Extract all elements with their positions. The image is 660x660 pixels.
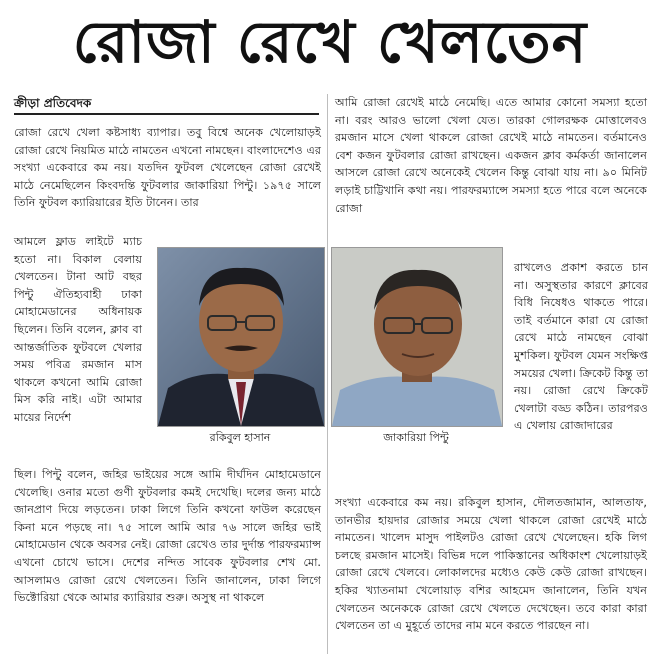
paragraph: রোজা রেখে খেলা কষ্টসাধ্য ব্যাপার। তবু বিশ্বে অনেক খেলোয়াড়ই রোজা রেখে নিয়মিত মাঠে নামতেন এখনো নামছেন। বাংলাদেশেও এর সংখ্যা একেবারে কম নয়। যতদিন ফুটবল খেলেছেন রোজা রেখেই মাঠে নেমেছিলেন কিংবদন্তি ফুটবলার জাকারিয়া পিন্টু। ১৯৭৫ সালে তিনি ফুটবল ক্যারিয়ারের ইতি টানেন। তার (14, 126, 321, 210)
article-left-bottom (14, 466, 321, 607)
photo-rakibul-hasan (157, 247, 325, 427)
article-left-narrow (14, 233, 142, 427)
portrait-illustration (332, 248, 502, 426)
photo-zakaria-pintu (331, 247, 503, 427)
article-right-bottom (335, 494, 647, 635)
headline: রোজা রেখে খেলতেন (72, 7, 588, 76)
paragraph: আমলে ফ্লাড লাইটে ম্যাচ হতো না। বিকাল বেলায় খেলতেন। টানা আট বছর পিন্টু ঐতিহ্যবাহী ঢাকা মোহামেডানের অধিনায়ক ছিলেন। তিনি বলেন, ক্লাব বা আন্তর্জাতিক ফুটবলে খেলার সময় পবিত্র রমজান মাস থাকলে কখনো আমি রোজা মিস করি নাই। এটা আমার মায়ের নির্দেশ (14, 235, 142, 424)
byline: ক্রীড়া প্রতিবেদক (14, 96, 92, 110)
photo-caption: রকিবুল হাসান (209, 431, 271, 444)
article-right-top (335, 94, 647, 217)
article-left-top (14, 124, 321, 212)
paragraph: রাখলেও প্রকাশ করতে চান না। অসুস্থতার কারণে ক্লাবের বিধি নিষেধও থাকতে পারে। তাই বর্তমানে কারা যে রোজা রেখে মাঠে নামছেন বোঝা মুশকিল। ফুটবল যেমন সংক্ষিপ্ত সময়ের খেলা। ক্রিকেট কিন্তু তা নয়। রোজা রেখে ক্রিকেট খেলাটা বড্ড কঠিন। তারপরও এ খেলায় রোজাদারের (514, 261, 648, 433)
paragraph: আমি রোজা রেখেই মাঠে নেমেছি। এতে আমার কোনো সমস্যা হতো না। বরং আরও ভালো খেলা যেত। তারকা গোলরক্ষক মোত্তালেবও রমজান মাসে খেলা থাকলে রোজা রেখেই মাঠে নামতেন। বর্তমানেও বেশ কজন ফুটবলার রোজা রাখছেন। একজন ক্লাব কর্মকর্তা জানালেন আসলে রোজা রেখে অনেকেই খেলেন কিন্তু বোঝা যায় না। ৯০ মিনিট লড়াই চাট্টিখানি কথা নয়। পারফরম্যান্সে সমস্যা হতে পারে বলে অনেকে রোজা (335, 96, 647, 215)
paragraph: সংখ্যা একেবারে কম নয়। রকিবুল হাসান, দৌলতজামান, আলতাফ, তানভীর হায়দার রোজার সময়ে খেলা থাকলে রোজা রেখেই মাঠে নামতেন। খালেদ মাসুদ পাইলটও রোজা রেখে খেলেছেন। হকি লিগ চলছে রমজান মাসেই। বিভিন্ন দলে পাকিস্তানের অধিকাংশ খেলোয়াড়ই রোজা রেখে খেলবে। লোকালদের মধ্যেও কেউ কেউ রোজা রাখছেন। হকির খ্যাতনামা খেলোয়াড় বশির আহমেদ জানালেন, তিনি যখন খেলতেন অনেককে রোজা রেখে খেলতে দেখেছেন। তবে কারা কারা খেলতেন তা এ মুহূর্তে তাদের নাম মনে করতে পারছেন না। (335, 496, 647, 633)
photo-caption: জাকারিয়া পিন্টু (383, 431, 449, 444)
article-right-narrow (514, 259, 648, 435)
portrait-illustration (158, 248, 324, 426)
byline-underline (14, 113, 319, 115)
paragraph: ছিল। পিন্টু বলেন, জহির ভাইয়ের সঙ্গে আমি দীর্ঘদিন মোহামেডানে খেলেছি। ওনার মতো গুণী ফুটবলার কমই দেখেছি। দলের জন্য মাঠে জানপ্রাণ দিয়ে লড়তেন। ঢাকা লিগে তিনি কখনো ফাউল করেছেন কিনা মনে পড়ছে না। ৭৫ সালে আমি আর ৭৬ সালে জহির ভাই মোহামেডান থেকে অবসর নেই। রোজা রেখেও তার দুর্দান্ত পারফরম্যান্স এখনো চোখে ভাসে। দেশের নন্দিত সাবেক ফুটবলার শেখ মো. আসলামও রোজা রেখে খেলতেন। তিনি জানালেন, ঢাকা লিগে ভিক্টোরিয়া থেকে আমার ক্যারিয়ার শুরু। অসুস্থ না থাকলে (14, 468, 321, 605)
column-divider (327, 94, 328, 654)
